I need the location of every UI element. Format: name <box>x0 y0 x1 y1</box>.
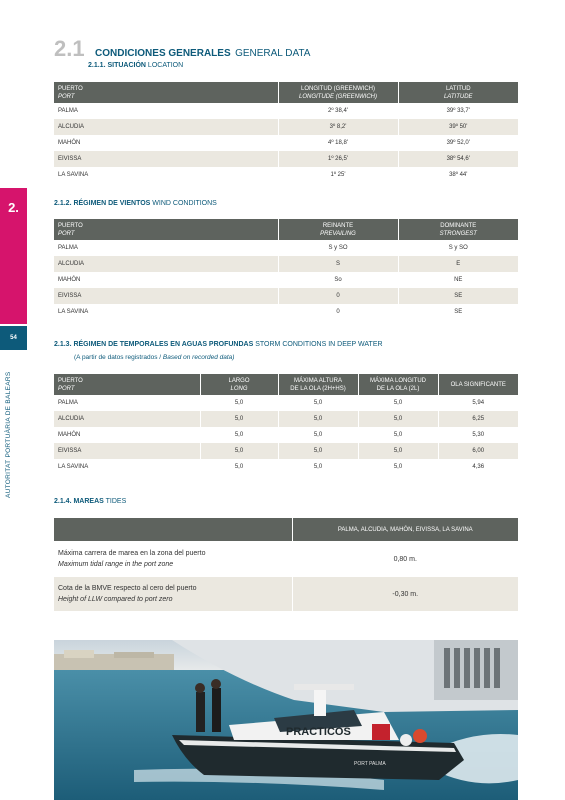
column-header: PUERTO PORT <box>54 374 200 395</box>
vertical-label: AUTORITAT PORTUÀRIA DE BALEARS <box>5 371 12 498</box>
storms-heading-es: 2.1.3. RÉGIMEN DE TEMPORALES EN AGUAS PROFUNDAS <box>54 341 254 348</box>
latitude-cell: 39º 52,0' <box>446 140 470 146</box>
table-row <box>54 256 518 272</box>
column-header: OLA SIGNIFICANTE <box>438 374 518 395</box>
table-row <box>54 443 518 459</box>
value-cell: 5,0 <box>200 411 278 427</box>
latitude-cell: 39º 50' <box>398 119 518 135</box>
tides-heading <box>54 498 126 505</box>
winds-heading-es: 2.1.2. RÉGIMEN DE VIENTOS <box>54 200 151 207</box>
tides-table <box>54 518 518 611</box>
value-cell: 5,30 <box>472 432 485 438</box>
section-tab <box>0 188 27 324</box>
storms-table <box>54 374 518 475</box>
winds-heading <box>54 200 217 207</box>
value-cell: 5,0 <box>200 459 278 475</box>
vertical-label-wrap <box>3 358 17 498</box>
strongest-cell: SE <box>398 288 518 304</box>
table-header-row <box>54 518 518 542</box>
tide-label: Máxima carrera de marea en la zona del puerto Maximum tidal range in the port zone <box>54 542 292 577</box>
column-header: MÁXIMA LONGITUD DE LA OLA (2L) <box>358 374 438 395</box>
table-row <box>54 240 518 256</box>
table-row <box>54 288 518 304</box>
latitude-cell: 38º 54,6' <box>398 151 518 167</box>
section-heading <box>54 36 310 62</box>
location-heading-en: LOCATION <box>147 62 184 69</box>
port-cell: EIVISSA <box>54 443 200 459</box>
column-header: PALMA, ALCUDIA, MAHÓN, EIVISSA, LA SAVINA <box>292 518 518 542</box>
value-cell: 5,0 <box>200 443 278 459</box>
tides-heading-en: TIDES <box>105 498 127 505</box>
value-cell: 5,0 <box>358 395 438 411</box>
port-cell: ALCUDIA <box>54 256 278 272</box>
table-row <box>54 542 518 577</box>
table-header-row <box>54 374 518 395</box>
section-heading-es: CONDICIONES GENERALES <box>95 48 231 59</box>
column-header: PUERTO PORT <box>54 82 278 103</box>
port-cell: LA SAVINA <box>54 167 278 183</box>
value-cell: 5,94 <box>472 400 485 406</box>
prevailing-cell: S <box>278 256 398 272</box>
port-cell: MAHÓN <box>54 427 200 443</box>
value-cell: 5,0 <box>358 427 438 443</box>
longitude-cell: 1º 25' <box>278 167 398 183</box>
storms-heading-en: STORM CONDITIONS IN DEEP WATER <box>255 341 383 348</box>
prevailing-cell: S y SO <box>278 240 398 256</box>
winds-table <box>54 219 518 320</box>
value-cell: 6,00 <box>438 443 518 459</box>
location-heading-es: 2.1.1. SITUACIÓN <box>88 62 146 69</box>
port-cell: MAHÓN <box>54 135 278 151</box>
table-row <box>54 411 518 427</box>
port-cell: LA SAVINA <box>54 459 200 475</box>
prevailing-cell: 0 <box>278 304 398 320</box>
location-heading <box>88 62 183 69</box>
page-number: 54 <box>10 335 17 341</box>
location-table <box>54 82 518 183</box>
table-row <box>54 577 518 612</box>
table-row <box>54 395 518 411</box>
page-number-box <box>0 326 27 350</box>
tide-label: Cota de la BMVE respecto al cero del puerto Height of LLW compared to port zero <box>54 577 292 612</box>
value-cell: 5,0 <box>358 459 438 475</box>
port-cell: ALCUDIA <box>54 411 200 427</box>
value-cell: 5,0 <box>358 443 438 459</box>
value-cell: 5,0 <box>278 443 358 459</box>
longitude-cell: 2º 38,4' <box>278 103 398 119</box>
latitude-cell: 38º 44' <box>449 172 468 178</box>
prevailing-cell: So <box>278 272 398 288</box>
table-row <box>54 304 518 320</box>
table-header-row <box>54 219 518 240</box>
table-row <box>54 427 518 443</box>
strongest-cell: NE <box>454 277 463 283</box>
column-header: LONGITUD (GREENWICH) LONGITUDE (GREENWICH) <box>278 82 398 103</box>
value-cell: 4,36 <box>472 464 485 470</box>
port-cell: EIVISSA <box>54 288 278 304</box>
longitude-cell: 3º 8,2' <box>278 119 398 135</box>
port-cell: ALCUDIA <box>54 119 278 135</box>
column-header: REINANTE PREVAILING <box>278 219 398 240</box>
port-cell: PALMA <box>54 103 278 119</box>
tides-heading-es: 2.1.4. MAREAS <box>54 498 104 505</box>
section-number: 2. <box>8 200 19 215</box>
prevailing-cell: 0 <box>278 288 398 304</box>
table-row <box>54 135 518 151</box>
value-cell: 5,0 <box>278 459 358 475</box>
value-cell: 5,0 <box>200 427 278 443</box>
longitude-cell: 4º 18,8' <box>278 135 398 151</box>
table-row <box>54 272 518 288</box>
port-cell: PALMA <box>54 240 278 256</box>
value-cell: 5,0 <box>278 427 358 443</box>
value-cell: 5,0 <box>200 395 278 411</box>
table-row <box>54 459 518 475</box>
table-header-row <box>54 82 518 103</box>
column-header: DOMINANTE STRONGEST <box>398 219 518 240</box>
section-heading-number: 2.1 <box>54 36 85 61</box>
table-row <box>54 167 518 183</box>
port-cell: PALMA <box>54 395 200 411</box>
port-cell: LA SAVINA <box>54 304 278 320</box>
table-row <box>54 151 518 167</box>
column-header-empty <box>54 518 292 542</box>
winds-heading-en: WIND CONDITIONS <box>152 200 217 207</box>
value-cell: 5,0 <box>278 395 358 411</box>
column-header: MÁXIMA ALTURA DE LA OLA (2H+HS) <box>278 374 358 395</box>
value-cell: 6,25 <box>438 411 518 427</box>
hull-label: PORT PALMA <box>354 761 386 767</box>
column-header: LARGO LONG <box>200 374 278 395</box>
section-heading-en: GENERAL DATA <box>235 48 311 59</box>
storms-heading <box>54 341 383 348</box>
tide-value: -0,30 m. <box>292 577 518 612</box>
latitude-cell: 39º 33,7' <box>446 108 470 114</box>
strongest-cell: E <box>398 256 518 272</box>
value-cell: 5,0 <box>358 411 438 427</box>
table-row <box>54 103 518 119</box>
column-header: PUERTO PORT <box>54 219 278 240</box>
longitude-cell: 1º 26,5' <box>278 151 398 167</box>
storms-note <box>74 354 234 361</box>
pilot-boat-photo <box>54 640 518 800</box>
table-row <box>54 119 518 135</box>
tide-value: 0,80 m. <box>292 542 518 577</box>
storms-note-en: Based on recorded data) <box>162 354 235 361</box>
port-cell: EIVISSA <box>54 151 278 167</box>
port-cell: MAHÓN <box>54 272 278 288</box>
value-cell: 5,0 <box>278 411 358 427</box>
strongest-cell: SE <box>454 309 463 315</box>
storms-note-es: (A partir de datos registrados / <box>74 354 162 361</box>
strongest-cell: S y SO <box>448 245 468 251</box>
column-header: LATITUD LATITUDE <box>398 82 518 103</box>
boat-label: PRACTICOS <box>286 726 351 738</box>
